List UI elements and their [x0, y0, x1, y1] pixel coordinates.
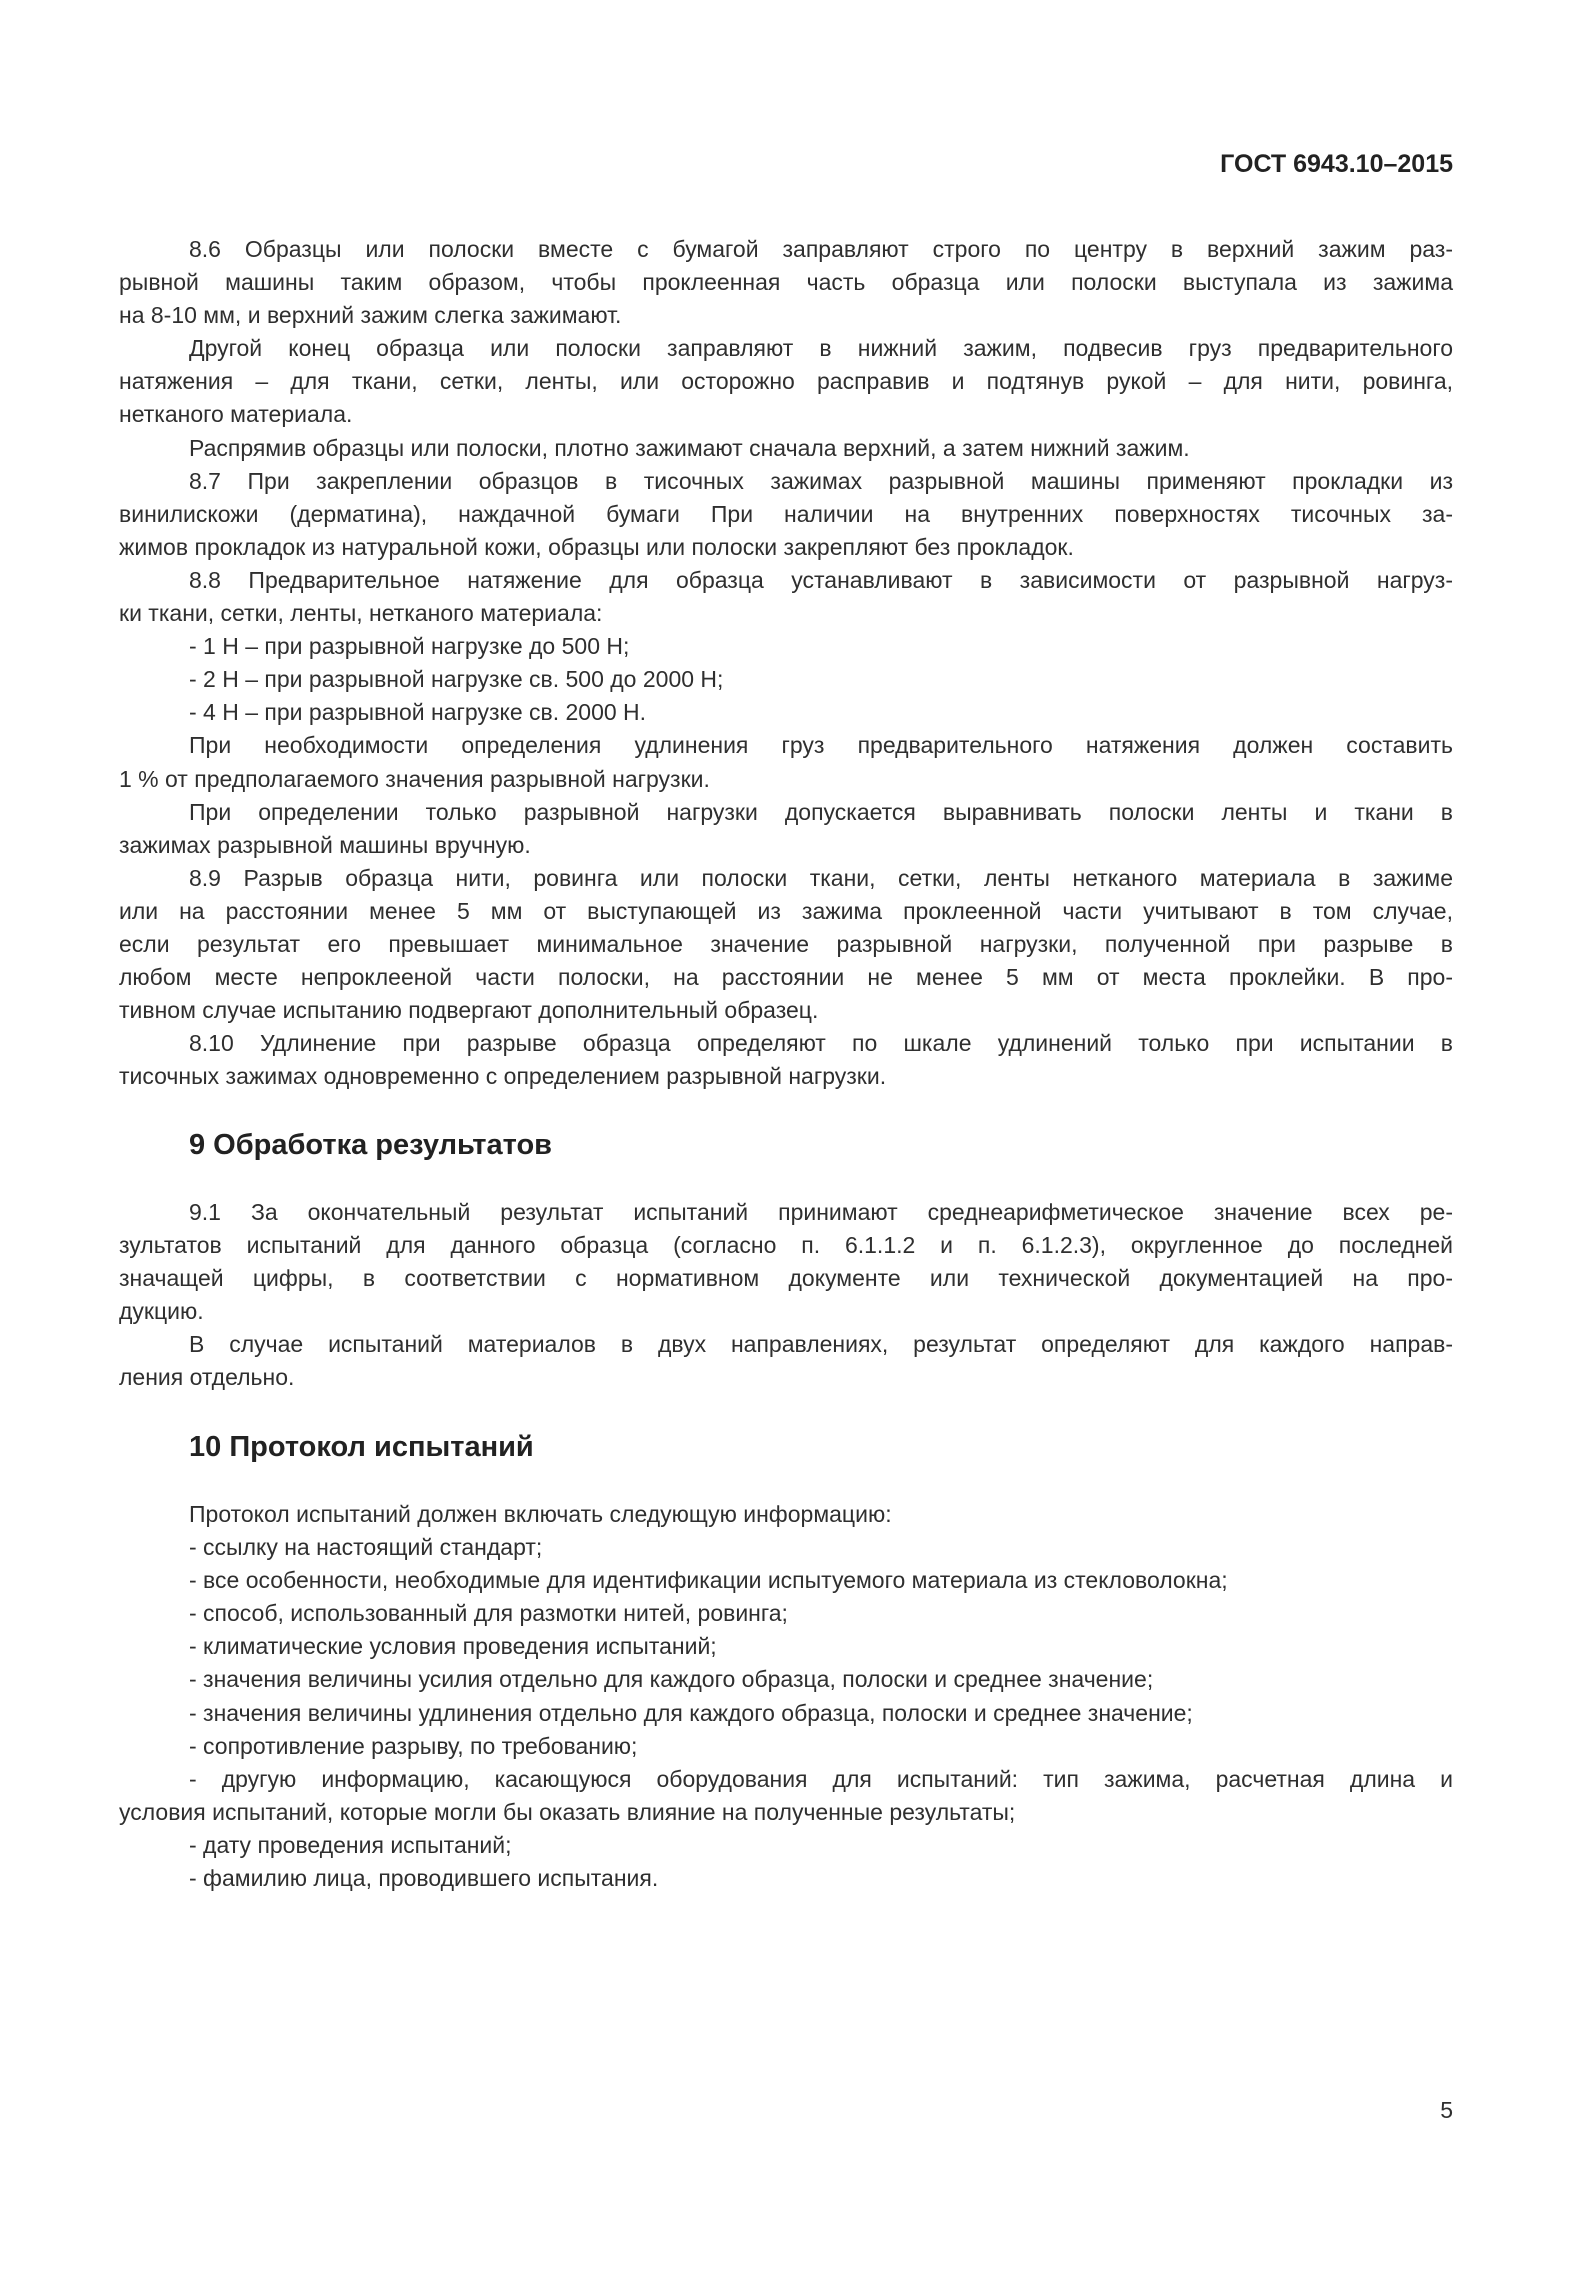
- text-line: - все особенности, необходимые для идентификации испытуемого материала из стекловолокна;: [189, 1567, 1228, 1594]
- text-line: - сопротивление разрыву, по требованию;: [189, 1732, 638, 1759]
- paragraph: [119, 1829, 1453, 1862]
- text-line: зультатов испытаний для данного образца (согласно п. 6.1.1.2 и п. 6.1.2.3), округленное до последней: [119, 1232, 1453, 1259]
- text-line: значащей цифры, в соответствии с нормативном документе или технической документацией на про-: [119, 1265, 1453, 1292]
- text-line: В случае испытаний материалов в двух направлениях, результат определяют для каждого направ-: [189, 1331, 1453, 1358]
- document-code-header: ГОСТ 6943.10–2015: [1220, 150, 1453, 178]
- paragraph: [119, 1763, 1453, 1829]
- text-line: 8.9 Разрыв образца нити, ровинга или полоски ткани, сетки, ленты нетканого материала в зажиме: [189, 864, 1453, 891]
- paragraph: [119, 332, 1453, 431]
- text-line: натяжения – для ткани, сетки, ленты, или осторожно расправив и подтянув рукой – для нити, ровинга,: [119, 368, 1453, 395]
- paragraph: [119, 1027, 1453, 1093]
- paragraph: [119, 233, 1453, 332]
- paragraph: [119, 862, 1453, 1027]
- text-line: винилискожи (дерматина), наждачной бумаги При наличии на внутренних поверхностях тисочных за-: [119, 500, 1453, 527]
- text-line: - способ, использованный для размотки нитей, ровинга;: [189, 1600, 788, 1627]
- text-line: При определении только разрывной нагрузки допускается выравнивать полоски ленты и ткани в: [189, 798, 1453, 825]
- text-line: - 4 Н – при разрывной нагрузке св. 2000 Н.: [189, 699, 647, 726]
- paragraph: [119, 729, 1453, 795]
- section-9-body: [119, 1196, 1453, 1395]
- paragraph: [119, 696, 1453, 729]
- text-line: 9.1 За окончательный результат испытаний принимают среднеарифметическое значение всех ре-: [189, 1199, 1453, 1225]
- paragraph: [119, 1196, 1453, 1328]
- text-line: При необходимости определения удлинения груз предварительного натяжения должен составить: [189, 732, 1453, 759]
- text-line: - дату проведения испытаний;: [189, 1831, 512, 1858]
- text-line: 8.6 Образцы или полоски вместе с бумагой заправляют строго по центру в верхний зажим раз-: [189, 236, 1453, 262]
- text-line: - фамилию лица, проводившего испытания.: [189, 1865, 659, 1892]
- text-line: рывной машины таким образом, чтобы проклеенная часть образца или полоски выступала из зажима: [119, 269, 1453, 296]
- paragraph: [119, 1862, 1453, 1895]
- text-line: - 1 Н – при разрывной нагрузке до 500 Н;: [189, 633, 630, 660]
- text-line: тисочных зажимах одновременно с определением разрывной нагрузки.: [119, 1063, 887, 1090]
- text-line: - ссылку на настоящий стандарт;: [189, 1534, 543, 1561]
- paragraph: [119, 1730, 1453, 1763]
- paragraph: [119, 630, 1453, 663]
- text-line: если результат его превышает минимальное значение разрывной нагрузки, полученной при разрыве в: [119, 930, 1453, 957]
- text-line: - значения величины усилия отдельно для каждого образца, полоски и среднее значение;: [189, 1666, 1154, 1693]
- section-10-body: [119, 1498, 1453, 1895]
- text-line: - климатические условия проведения испытаний;: [189, 1633, 717, 1660]
- paragraph: [119, 1597, 1453, 1630]
- page-number: 5: [1440, 2097, 1453, 2123]
- section-9-heading: 9 Обработка результатов: [189, 1129, 552, 1161]
- paragraph: [119, 1697, 1453, 1730]
- paragraph: [119, 663, 1453, 696]
- paragraph: [119, 796, 1453, 862]
- text-line: Другой конец образца или полоски заправляют в нижний зажим, подвесив груз предварительного: [189, 335, 1453, 362]
- text-line: зажимах разрывной машины вручную.: [119, 831, 531, 858]
- text-line: условия испытаний, которые могли бы оказать влияние на полученные результаты;: [119, 1798, 1016, 1825]
- text-line: - 2 Н – при разрывной нагрузке св. 500 до 2000 Н;: [189, 666, 724, 693]
- text-line: ления отдельно.: [119, 1364, 295, 1391]
- text-line: - другую информацию, касающуюся оборудования для испытаний: тип зажима, расчетная длина и: [189, 1765, 1453, 1792]
- paragraph: [119, 1328, 1453, 1394]
- paragraph: [119, 1663, 1453, 1696]
- text-line: 1 % от предполагаемого значения разрывной нагрузки.: [119, 765, 710, 792]
- text-line: тивном случае испытанию подвергают дополнительный образец.: [119, 997, 819, 1024]
- text-line: жимов прокладок из натуральной кожи, образцы или полоски закрепляют без прокладок.: [119, 533, 1074, 560]
- text-line: дукцию.: [119, 1298, 204, 1325]
- text-line: ки ткани, сетки, ленты, нетканого материала:: [119, 600, 603, 627]
- section-10-heading: 10 Протокол испытаний: [189, 1431, 534, 1463]
- text-line: Распрямив образцы или полоски, плотно зажимают сначала верхний, а затем нижний зажим.: [189, 434, 1190, 461]
- paragraph: [119, 432, 1453, 465]
- text-line: или на расстоянии менее 5 мм от выступающей из зажима проклеенной части учитывают в том случае,: [119, 897, 1453, 924]
- paragraph: [119, 1564, 1453, 1597]
- text-line: 8.8 Предварительное натяжение для образца устанавливают в зависимости от разрывной нагруз-: [189, 566, 1453, 593]
- text-line: - значения величины удлинения отдельно для каждого образца, полоски и среднее значение;: [189, 1699, 1193, 1726]
- text-line: на 8-10 мм, и верхний зажим слегка зажимают.: [119, 302, 622, 329]
- paragraph: [119, 564, 1453, 630]
- text-line: любом месте непроклееной части полоски, на расстоянии не менее 5 мм от места проклейки. В про-: [119, 964, 1453, 991]
- paragraph: [119, 1498, 1453, 1531]
- section-8-body: [119, 233, 1453, 1093]
- text-line: 8.7 При закреплении образцов в тисочных зажимах разрывной машины применяют прокладки из: [189, 467, 1453, 494]
- text-line: нетканого материала.: [119, 401, 353, 428]
- paragraph: [119, 1630, 1453, 1663]
- text-line: 8.10 Удлинение при разрыве образца определяют по шкале удлинений только при испытании в: [189, 1030, 1453, 1057]
- paragraph: [119, 1531, 1453, 1564]
- paragraph: [119, 465, 1453, 564]
- text-line: Протокол испытаний должен включать следующую информацию:: [189, 1501, 892, 1527]
